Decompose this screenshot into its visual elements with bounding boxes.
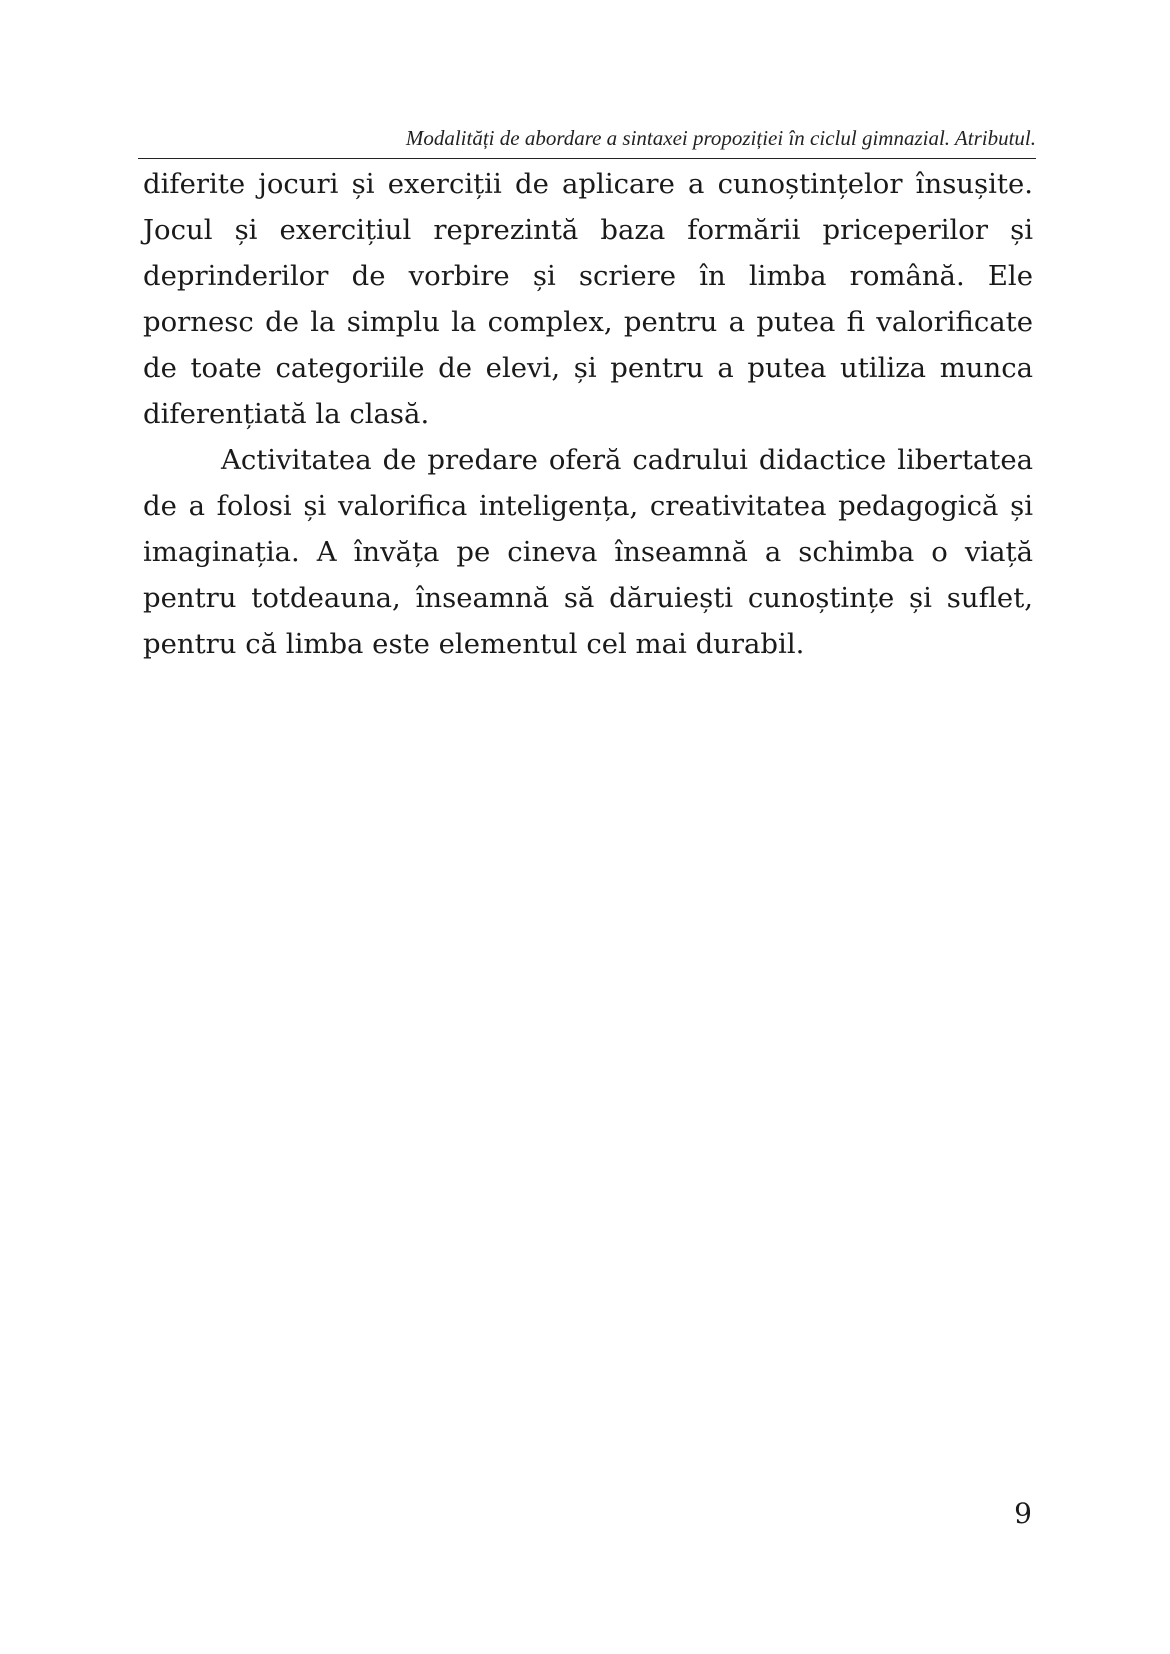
paragraph: Activitatea de predare oferă cadrului didactice libertatea de a folosi și valorifica inteligența, creativitatea pedagogică și imaginația. A învăța pe cineva înseamnă a schimba o viață pentru totdeauna, înseamnă să dăruiești cunoștințe și suflet, pentru că limba este elementul cel mai durabil. (143, 444, 1033, 660)
paragraph-continued: diferite jocuri și exerciții de aplicare a cunoștințelor însușite. Jocul și exercițiul reprezintă baza formării priceperilor și deprinderilor de vorbire și scriere în limba română. Ele pornesc de la simplu la complex, pentru a putea fi valorificate de toate categoriile de elevi, și pentru a putea utiliza munca diferențiată la clasă. (143, 168, 1033, 430)
running-header (138, 118, 1036, 159)
running-header-title: Modalități de abordare a sintaxei propoziției în ciclul gimnazial. Atributul. (405, 126, 1036, 150)
body-text (143, 161, 1033, 667)
page-number: 9 (1014, 1497, 1032, 1530)
